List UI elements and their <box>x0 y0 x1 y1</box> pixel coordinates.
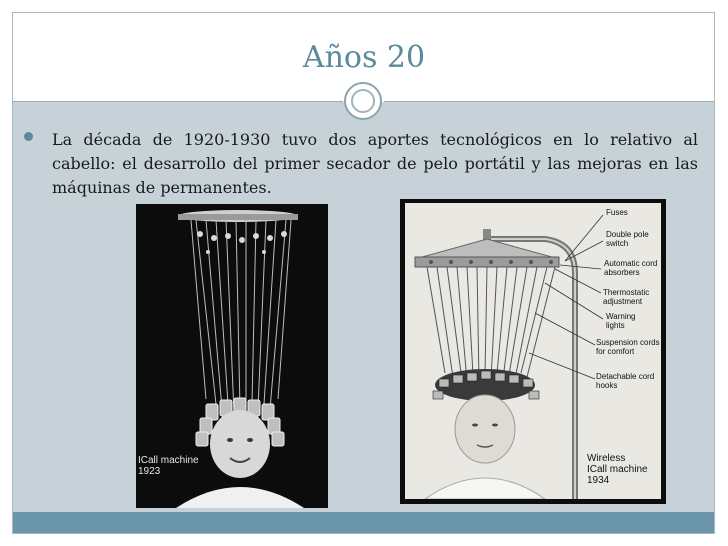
bottom-band <box>13 512 714 533</box>
slide-title: Años 20 <box>302 40 426 75</box>
photo-1923-caption-line2: 1923 <box>138 466 161 477</box>
photo-1923-caption-line1: ICall machine <box>138 455 199 466</box>
bullet-icon <box>24 132 33 141</box>
photo-1923-caption <box>138 455 218 477</box>
photo-1934-caption <box>587 453 667 486</box>
title-divider-right <box>384 101 714 102</box>
label-double-pole-switch: Double pole switch <box>606 230 658 248</box>
label-detachable-cord-hooks: Detachable cord hooks <box>596 372 655 390</box>
title-divider-left <box>13 101 343 102</box>
photo-1934-caption-line1: Wireless <box>587 453 626 464</box>
label-thermostatic-adjustment: Thermostatic adjustment <box>603 288 659 306</box>
circle-ornament-inner-icon <box>351 89 375 113</box>
photo-1934-caption-line2: ICall machine <box>587 464 648 475</box>
label-suspension-cords: Suspension cords for comfort <box>596 338 660 356</box>
label-warning-lights: Warning lights <box>606 312 650 330</box>
bullet-text: La década de 1920-1930 tuvo dos aportes tecnológicos en lo relativo al cabello: el desarrollo del primer secador de pelo portátil y las mejoras en las máquinas de permanentes. <box>52 130 698 197</box>
label-fuses: Fuses <box>606 208 628 217</box>
circle-ornament-icon <box>344 82 382 120</box>
label-automatic-cord-absorbers: Automatic cord absorbers <box>604 259 660 277</box>
photo-1934-caption-line3: 1934 <box>587 475 610 486</box>
